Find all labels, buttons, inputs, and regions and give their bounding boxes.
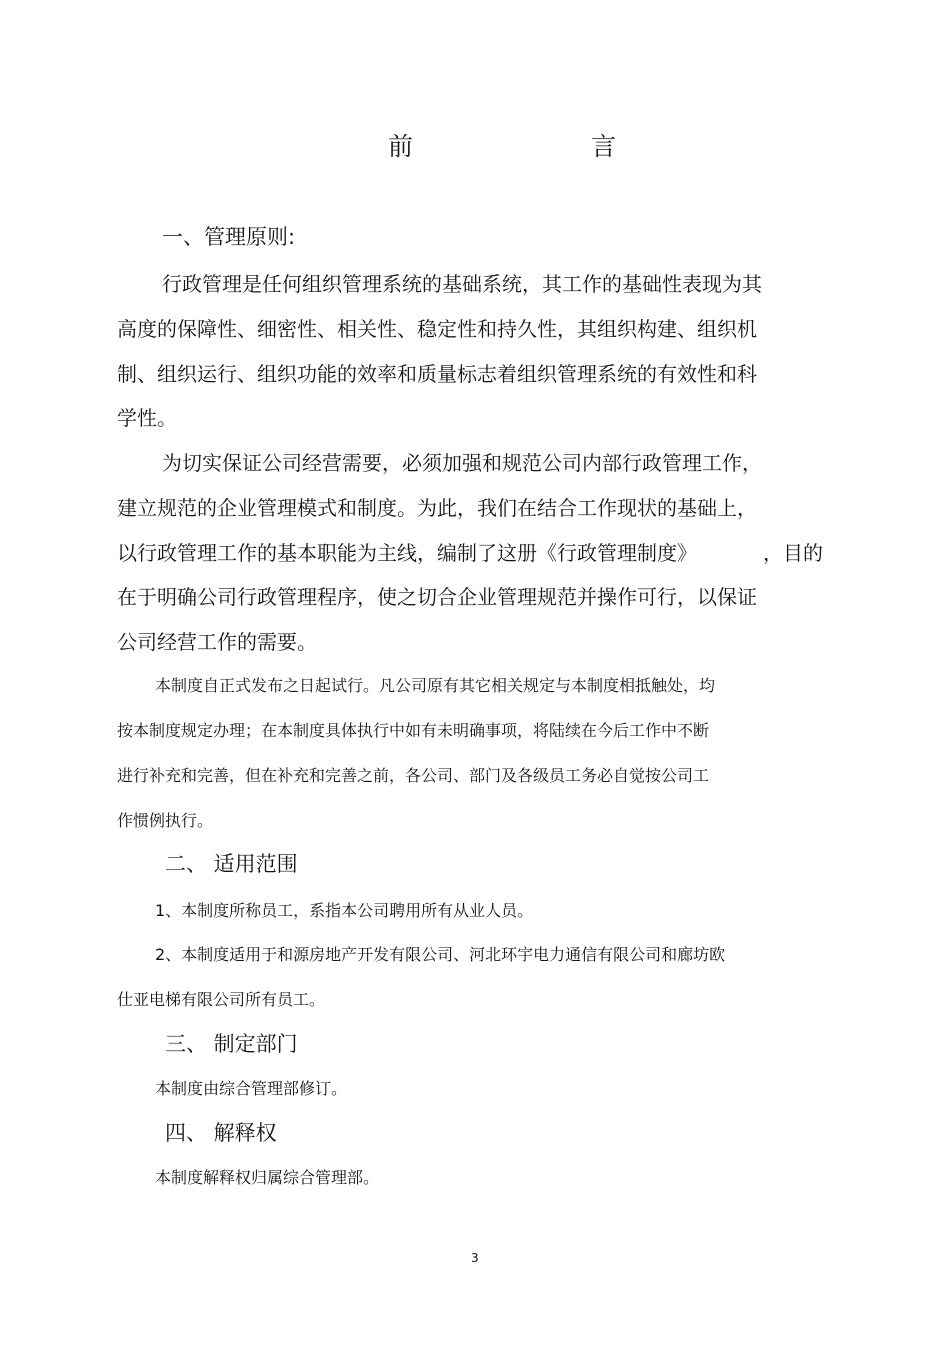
para2-line5: 公司经营工作的需要。	[117, 630, 317, 654]
para3-line4: 作惯例执行。	[117, 811, 214, 830]
para2-line3-tail: ，目的	[763, 541, 823, 565]
section4-text: 本制度解释权归属综合管理部。	[155, 1168, 380, 1187]
section2-item2-line2: 仕亚电梯有限公司所有员工。	[117, 990, 326, 1009]
para1-line4: 学性。	[117, 406, 177, 430]
section2-item1: 1、本制度所称员工，系指本公司聘用所有从业人员。	[155, 901, 534, 920]
para2-line2: 建立规范的企业管理模式和制度。为此，我们在结合工作现状的基础上，	[117, 496, 757, 520]
para3-line3: 进行补充和完善，但在补充和完善之前，各公司、部门及各级员工务必自觉按公司工	[117, 766, 710, 785]
para1-line2: 高度的保障性、细密性、相关性、稳定性和持久性，其组织构建、组织机	[117, 317, 757, 341]
para3-line1: 本制度自正式发布之日起试行。凡公司原有其它相关规定与本制度相抵触处，均	[155, 676, 716, 695]
title-char-1: 前	[388, 132, 414, 161]
para1-line1: 行政管理是任何组织管理系统的基础系统，其工作的基础性表现为其	[162, 272, 762, 296]
page-number: 3	[471, 1251, 479, 1265]
section3-heading: 三、 制定部门	[165, 1032, 298, 1056]
para3-line2: 按本制度规定办理；在本制度具体执行中如有未明确事项，将陆续在今后工作中不断	[117, 721, 710, 740]
para1-line3: 制、组织运行、组织功能的效率和质量标志着组织管理系统的有效性和科	[117, 362, 757, 386]
section1-heading: 一、管理原则:	[162, 225, 296, 249]
para2-line3: 以行政管理工作的基本职能为主线，编制了这册《行政管理制度》	[117, 541, 697, 565]
para2-line4: 在于明确公司行政管理程序，使之切合企业管理规范并操作可行，以保证	[117, 585, 757, 609]
section2-item2-line1: 2、本制度适用于和源房地产开发有限公司、河北环宇电力通信有限公司和廊坊欧	[155, 945, 726, 964]
section3-text: 本制度由综合管理部修订。	[155, 1079, 348, 1098]
para2-line1: 为切实保证公司经营需要，必须加强和规范公司内部行政管理工作，	[162, 451, 762, 475]
section4-heading: 四、 解释权	[165, 1121, 277, 1145]
title-char-2: 言	[591, 132, 617, 161]
section2-heading: 二、 适用范围	[165, 852, 298, 876]
